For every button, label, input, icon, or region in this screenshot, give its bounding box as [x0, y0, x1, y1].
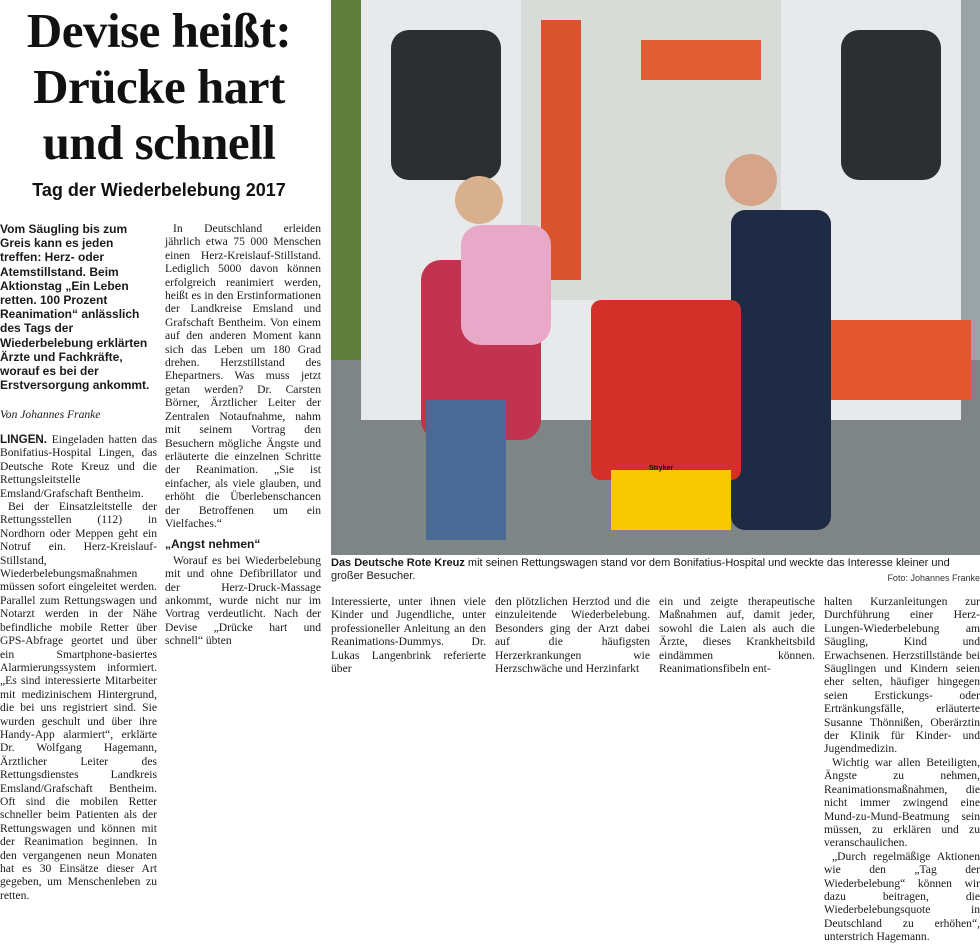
article-paragraph: Interessierte, unter ihnen viele Kinder und Jugendliche, unter professioneller Anleitung an den Reanimations-Dummys. Dr. Lukas Langenbrink referierte über [331, 595, 486, 676]
article-paragraph: den plötzlichen Herztod und die einzuleitende Wiederbelebung. Besonders ging der Arzt dabei auf die häufigsten Herzerkrankungen wie Herzschwäche und Herzinfarkt [495, 595, 650, 676]
article-paragraph: ein und zeigte therapeutische Maßnahmen auf, damit jeder, sowohl die Laien als auch die Ärzte, dieses Krankheitsbild eindämmen können. Reanimationsfibeln ent- [659, 595, 815, 676]
headline-line-1: Devise heißt: [26, 3, 292, 58]
caption-text: mit seinen Rettungswagen stand vor dem Bonifatius-Hospital und weckte das Interesse kleiner und großer Besucher. [331, 557, 950, 582]
subheadline: Tag der Wiederbelebung 2017 [32, 180, 286, 200]
ambulance-photo [331, 0, 980, 555]
byline: Von Johannes Franke [0, 408, 101, 421]
article-column-1 [0, 433, 157, 902]
photo-caption [331, 557, 980, 583]
stretcher-brand-label: Stryker [649, 465, 674, 472]
article-paragraph: Bei der Einsatzleitstelle der Rettungsstellen (112) in Nordhorn oder Meppen geht ein Notruf ein. Herz-Kreislauf-Stillstand, Wiederbelebungsmaßnahmen müssen sofort eingeleitet werden. Parallel zum Rettungswagen und Notarzt werden in der Nähe befindliche mobile Retter über GPS-Abfrage geortet und über ein Smartphone-basiertes Alarmierungssystem informiert. „Es sind interessierte Mitarbeiter mit medizinischem Hintergrund, die bei uns registriert sind. Sie wurden geschult und über ihre Handy-App alarmiert“, erklärte Dr. Wolfgang Hagemann, Ärztlicher Leiter des Rettungsdienstes Landkreis Emsland/Grafschaft Bentheim. Oft sind die mobilen Retter schneller beim Patienten als der Rettungswagen und können mit der Reanimation beginnen. In den vergangenen neun Monaten hat es 30 Einsätze dieser Art gegeben, um Menschenleben zu retten. [0, 500, 157, 902]
headline-line-2: Drücke hart [33, 59, 285, 114]
teaser-text: Vom Säugling bis zum Greis kann es jeden treffen: Herz- oder Atemstillstand. Beim Aktionstag „Ein Leben retten. 100 Prozent Reanimation“ anlässlich des Tags der Wiederbelebung erklärten Ärzte und Fachkräfte, worauf es bei der Erstversorgung ankommt. [0, 222, 150, 393]
photo-credit: Foto: Johannes Franke [887, 573, 980, 583]
article-paragraph: In Deutschland erleiden jährlich etwa 75 000 Menschen einen Herz-Kreislauf-Stillstand. Lediglich 5000 davon können erfolgreich reanimiert werden, heißt es in den Erstinformationen der Landkreise Emsland und Grafschaft Bentheim. Von einem auf den anderen Moment kann sich das Leben um 180 Grad drehen. Herzstillstand des Ehepartners. Was muss jetzt getan werden? Dr. Carsten Börner, Ärztlicher Leiter der Zentralen Notaufnahme, nahm mit seinem Vortrag den Besuchern mögliche Ängste und erläuterte die einzelnen Schritte der Reanimation. „Sie ist einfacher, als viele glauben, und erhöht die Überlebenschancen der Betroffenen um ein Vielfaches.“ [165, 222, 321, 530]
headline [0, 0, 318, 171]
dateline: LINGEN. [0, 433, 48, 446]
article-paragraph [0, 433, 157, 500]
headline-line-3: und schnell [42, 115, 276, 170]
article-column-2 [165, 222, 321, 648]
article-paragraph: Worauf es bei Wiederbelebung mit und ohne Defibrillator und der Herz-Druck-Massage ankommt, wurde nicht nur im Vortrag verdeutlicht. Nach der Devise „Drücke hart und schnell“ übten [165, 553, 321, 648]
article-column-6 [824, 595, 980, 944]
article-column-4 [495, 595, 650, 675]
article-column-3 [331, 595, 486, 675]
caption-bold: Das Deutsche Rote Kreuz [331, 557, 465, 569]
intertitle: „Angst nehmen“ [165, 537, 261, 552]
article-paragraph: halten Kurzanleitungen zur Durchführung einer Herz-Lungen-Wiederbelebung am Säugling, Kind und Erwachsenen. Herzstillstände bei Säuglingen und Kindern seien eher selten, häufiger hingegen seien Erstickungs- oder Ertränkungsfälle, erläuterte Susanne Thönnißen, Oberärztin der Klinik für Kinder- und Jugendmedizin. [824, 595, 980, 756]
article-paragraph: Wichtig war allen Beteiligten, Ängste zu nehmen, Reanimationsmaßnahmen, die nicht immer zwingend eine Mund-zu-Mund-Beatmung sein müssen, zu erklären und zu veranschaulichen. [824, 755, 980, 850]
article-column-5 [659, 595, 815, 675]
article-paragraph: „Durch regelmäßige Aktionen wie den „Tag der Wiederbelebung“ können wir dazu beitragen, die Wiederbelebungsquote in Deutschland zu erhöhen“, unterstrich Hagemann. [824, 849, 980, 944]
paragraph-text: Eingeladen hatten das Bonifatius-Hospital Lingen, das Deutsche Rote Kreuz und die Rettungsleitstelle Emsland/Grafschaft Bentheim. [0, 433, 157, 500]
